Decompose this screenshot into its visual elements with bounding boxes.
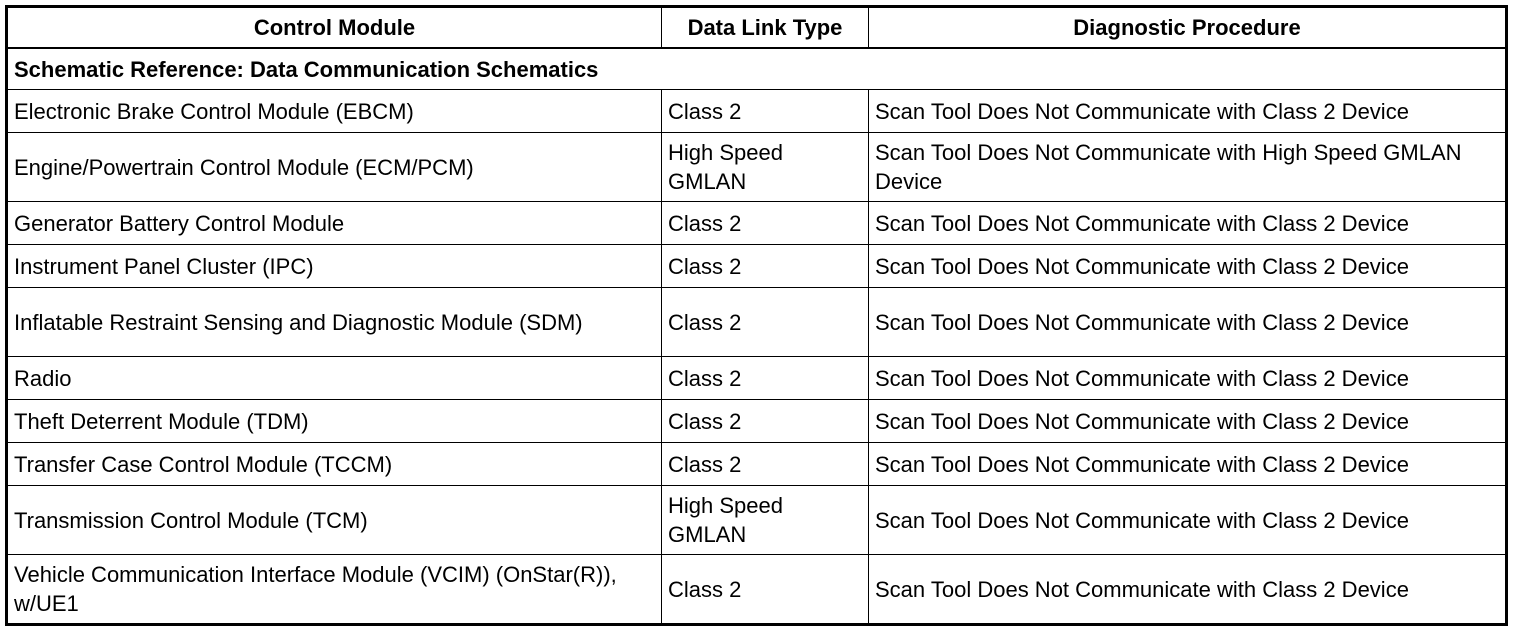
control-module-table [5, 5, 1508, 626]
cell-procedure: Scan Tool Does Not Communicate with Class 2 Device [869, 443, 1507, 486]
section-label: Schematic Reference: Data Communication Schematics [7, 48, 1507, 90]
cell-module: Inflatable Restraint Sensing and Diagnostic Module (SDM) [7, 288, 662, 357]
cell-link-type: High Speed GMLAN [662, 133, 869, 202]
cell-link-type: Class 2 [662, 245, 869, 288]
section-row [7, 48, 1507, 90]
cell-procedure: Scan Tool Does Not Communicate with Class 2 Device [869, 400, 1507, 443]
cell-module: Transfer Case Control Module (TCCM) [7, 443, 662, 486]
cell-procedure: Scan Tool Does Not Communicate with Class 2 Device [869, 245, 1507, 288]
cell-procedure: Scan Tool Does Not Communicate with High Speed GMLAN Device [869, 133, 1507, 202]
cell-module: Electronic Brake Control Module (EBCM) [7, 90, 662, 133]
cell-module: Transmission Control Module (TCM) [7, 486, 662, 555]
table-row [7, 133, 1507, 202]
table-row [7, 400, 1507, 443]
cell-procedure: Scan Tool Does Not Communicate with Class 2 Device [869, 288, 1507, 357]
cell-procedure: Scan Tool Does Not Communicate with Class 2 Device [869, 486, 1507, 555]
cell-link-type: Class 2 [662, 555, 869, 625]
cell-procedure: Scan Tool Does Not Communicate with Class 2 Device [869, 202, 1507, 245]
table-row [7, 486, 1507, 555]
cell-procedure: Scan Tool Does Not Communicate with Class 2 Device [869, 357, 1507, 400]
cell-link-type: Class 2 [662, 202, 869, 245]
table-row [7, 357, 1507, 400]
header-data-link-type: Data Link Type [662, 7, 869, 49]
table-row [7, 288, 1507, 357]
header-row [7, 7, 1507, 49]
table-row [7, 245, 1507, 288]
cell-module: Theft Deterrent Module (TDM) [7, 400, 662, 443]
cell-procedure: Scan Tool Does Not Communicate with Class 2 Device [869, 90, 1507, 133]
cell-link-type: Class 2 [662, 443, 869, 486]
module-table-container [5, 5, 1505, 626]
cell-module: Instrument Panel Cluster (IPC) [7, 245, 662, 288]
cell-link-type: High Speed GMLAN [662, 486, 869, 555]
cell-link-type: Class 2 [662, 357, 869, 400]
cell-link-type: Class 2 [662, 400, 869, 443]
header-diagnostic-procedure: Diagnostic Procedure [869, 7, 1507, 49]
cell-link-type: Class 2 [662, 90, 869, 133]
table-row [7, 202, 1507, 245]
table-row [7, 90, 1507, 133]
table-row [7, 443, 1507, 486]
table-row [7, 555, 1507, 625]
cell-module: Engine/Powertrain Control Module (ECM/PCM) [7, 133, 662, 202]
cell-module: Vehicle Communication Interface Module (VCIM) (OnStar(R)), w/UE1 [7, 555, 662, 625]
cell-link-type: Class 2 [662, 288, 869, 357]
cell-module: Generator Battery Control Module [7, 202, 662, 245]
header-control-module: Control Module [7, 7, 662, 49]
cell-module: Radio [7, 357, 662, 400]
cell-procedure: Scan Tool Does Not Communicate with Class 2 Device [869, 555, 1507, 625]
